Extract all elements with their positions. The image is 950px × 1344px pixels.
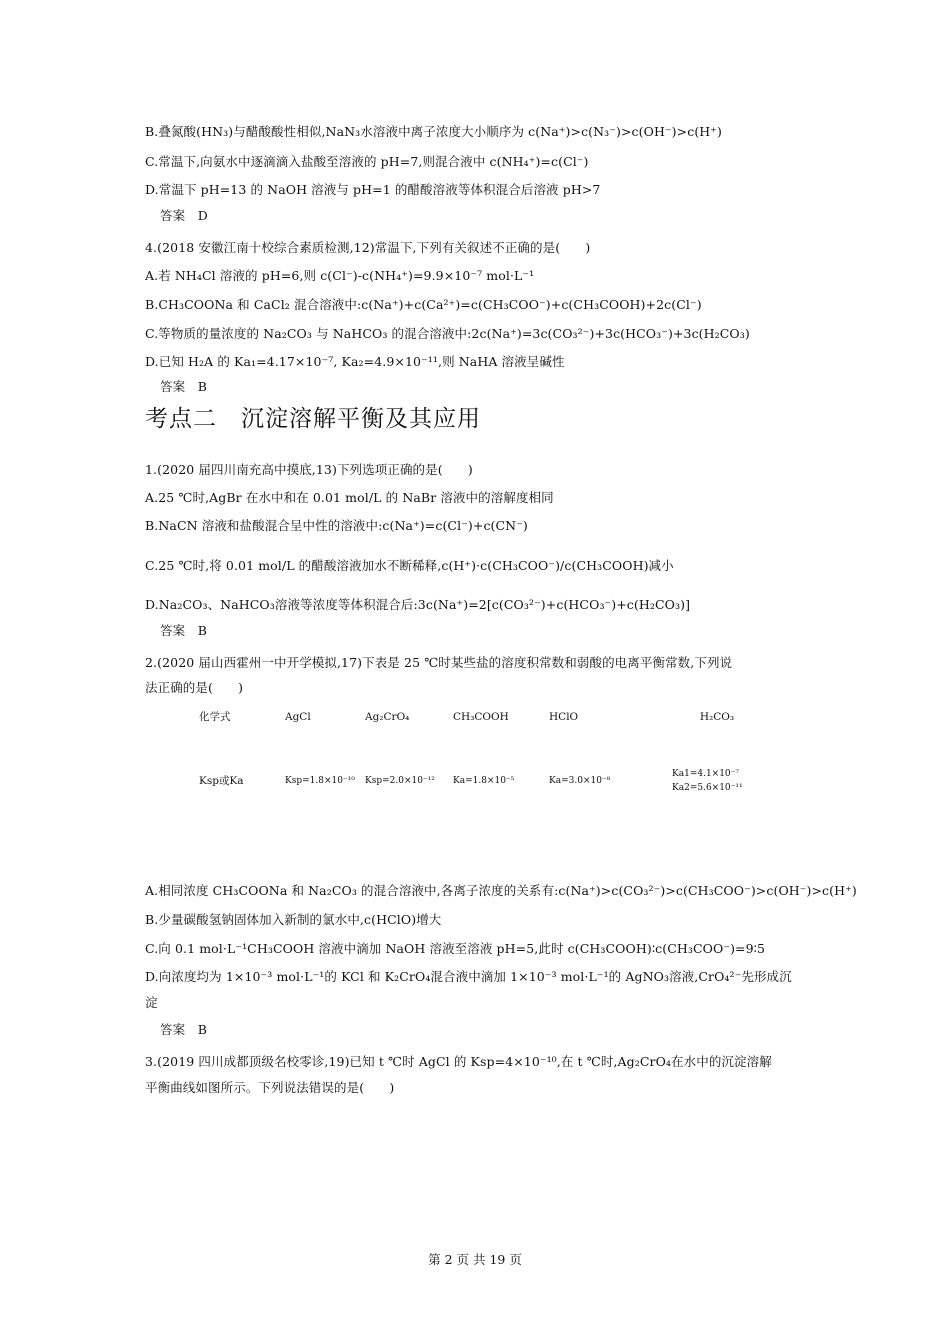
option-c-ph5: C.向 0.1 mol·L⁻¹CH₃COOH 溶液中滴加 NaOH 溶液至溶液 pH=5,此时 c(CH₃COOH)∶c(CH₃COO⁻)=9∶5 [145,941,766,956]
option-b-nacn: B.NaCN 溶液和盐酸混合呈中性的溶液中:c(Na⁺)=c(Cl⁻)+c(CN⁻) [145,518,528,533]
table-header-row [195,708,766,726]
question-3-stem-cont: 平衡曲线如图所示。下列说法错误的是( ) [145,1080,395,1095]
option-b-hclo: B.少量碳酸氢钠固体加入新制的氯水中,c(HClO)增大 [145,912,442,927]
table-cell: Ka1=4.1×10⁻⁷ Ka2=5.6×10⁻¹¹ [672,769,743,793]
option-c-na2co3: C.等物质的量浓度的 Na₂CO₃ 与 NaHCO₃ 的混合溶液中:2c(Na⁺)=3c(CO₃²⁻)+3c(HCO₃⁻)+3c(H₂CO₃) [145,326,750,341]
answer-line: 答案 B [160,1022,208,1037]
page-footer: 第 2 页 共 19 页 [428,1252,522,1267]
table-header: HClO [549,711,579,723]
option-a-mixed: A.相同浓度 CH₃COONa 和 Na₂CO₃ 的混合溶液中,各离子浓度的关系有:c(Na⁺)>c(CO₃²⁻)>c(CH₃COO⁻)>c(OH⁻)>c(H⁺) [145,883,857,898]
question-1-stem: 1.(2020 届四川南充高中摸底,13)下列选项正确的是( ) [145,462,473,477]
option-b-hn3: B.叠氮酸(HN₃)与醋酸酸性相似,NaN₃水溶液中离子浓度大小顺序为 c(Na⁺)>c(N₃⁻)>c(OH⁻)>c(H⁺) [145,124,722,139]
option-b-ch3coona: B.CH₃COONa 和 CaCl₂ 混合溶液中:c(Na⁺)+c(Ca²⁺)=c(CH₃COO⁻)+c(CH₃COOH)+2c(Cl⁻) [145,297,702,312]
section-heading: 考点二 沉淀溶解平衡及其应用 [145,406,481,432]
answer-line: 答案 B [160,379,208,394]
table-cell: Ka=1.8×10⁻⁵ [453,776,515,786]
table-header: H₂CO₃ [699,711,735,723]
table-cell: Ksp=2.0×10⁻¹² [365,776,435,786]
table-row-label: Ksp或Ka [199,775,244,787]
option-d-agno3: D.向浓度均为 1×10⁻³ mol·L⁻¹的 KCl 和 K₂CrO₄混合液中滴加 1×10⁻³ mol·L⁻¹的 AgNO₃溶液,CrO₄²⁻先形成沉 [145,969,792,984]
question-2-stem: 2.(2020 届山西霍州一中开学模拟,17)下表是 25 ℃时某些盐的溶度积常数和弱酸的电离平衡常数,下列说 [145,655,733,670]
table-header: CH₃COOH [453,711,509,723]
option-c-ammonia: C.常温下,向氨水中逐滴滴入盐酸至溶液的 pH=7,则混合液中 c(NH₄⁺)=c(Cl⁻) [145,154,589,169]
table-cell: Ka=3.0×10⁻⁸ [549,776,611,786]
question-3-stem: 3.(2019 四川成都顶级名校零诊,19)已知 t ℃时 AgCl 的 Ksp=4×10⁻¹⁰,在 t ℃时,Ag₂CrO₄在水中的沉淀溶解 [145,1054,772,1069]
answer-line: 答案 D [160,208,208,223]
constants-table [195,708,766,836]
option-d-agno3-cont: 淀 [145,995,158,1010]
question-2-stem-cont: 法正确的是( ) [145,680,244,695]
table-header: AgCl [285,711,311,723]
table-header: 化学式 [199,711,231,723]
answer-line: 答案 B [160,623,208,638]
option-c-acetic-dilution: C.25 ℃时,将 0.01 mol/L 的醋酸溶液加水不断稀释,c(H⁺)·c(CH₃COO⁻)/c(CH₃COOH)减小 [145,558,674,573]
table-cell: Ksp=1.8×10⁻¹⁰ [285,776,355,786]
option-a-nh4cl: A.若 NH₄Cl 溶液的 pH=6,则 c(Cl⁻)-c(NH₄⁺)=9.9×10⁻⁷ mol·L⁻¹ [145,268,535,283]
table-row [195,726,766,836]
option-d-carbonate: D.Na₂CO₃、NaHCO₃溶液等浓度等体积混合后:3c(Na⁺)=2[c(CO₃²⁻)+c(HCO₃⁻)+c(H₂CO₃)] [145,597,691,612]
option-d-h2a: D.已知 H₂A 的 Ka₁=4.17×10⁻⁷, Ka₂=4.9×10⁻¹¹,则 NaHA 溶液呈碱性 [145,354,565,369]
table-header: Ag₂CrO₄ [365,711,410,723]
option-d-naoh: D.常温下 pH=13 的 NaOH 溶液与 pH=1 的醋酸溶液等体积混合后溶液 pH>7 [145,182,601,197]
option-a-agbr: A.25 ℃时,AgBr 在水中和在 0.01 mol/L 的 NaBr 溶液中的溶解度相同 [145,490,554,505]
question-4-stem: 4.(2018 安徽江南十校综合素质检测,12)常温下,下列有关叙述不正确的是( ) [145,240,591,255]
